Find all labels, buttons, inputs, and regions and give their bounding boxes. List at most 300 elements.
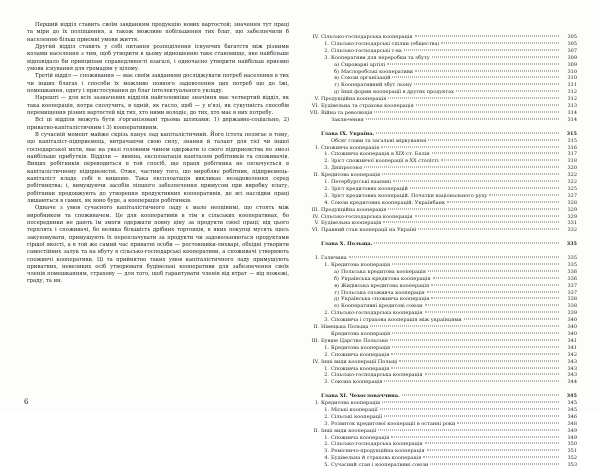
toc-entry-title: Глава XI. Чехословаччина. xyxy=(321,393,400,400)
toc-chapter-heading xyxy=(305,393,577,400)
toc-entry xyxy=(305,138,577,145)
toc-leader-dots xyxy=(384,381,559,382)
toc-entry-number: 4. xyxy=(324,455,329,462)
toc-leader-dots xyxy=(423,457,559,458)
toc-page-number: 322 xyxy=(567,179,577,186)
toc-entry-title: Петербургські взаємні xyxy=(331,179,391,186)
toc-entry xyxy=(305,207,577,214)
toc-page-number: 343 xyxy=(567,365,577,372)
table-of-contents xyxy=(305,34,577,469)
toc-leader-dots xyxy=(404,49,559,50)
toc-entry-number: a) xyxy=(334,268,339,275)
toc-entry-number: 2. xyxy=(324,158,329,165)
toc-entry xyxy=(305,96,577,103)
toc-page-number: 343 xyxy=(567,372,577,379)
toc-entry xyxy=(305,69,577,76)
toc-page-number: 343 xyxy=(567,358,577,365)
toc-entry-title: Дніпросоюз xyxy=(331,165,363,172)
toc-entry-title: Сільсько-господарська кооперація xyxy=(321,34,413,40)
toc-entry-number: I. xyxy=(315,144,319,151)
toc-entry xyxy=(305,283,577,290)
toc-leader-dots xyxy=(456,91,559,92)
toc-entry-number: 2. xyxy=(324,47,329,54)
toc-leader-dots xyxy=(432,56,559,57)
toc-page-number: 313 xyxy=(567,103,577,110)
toc-entry-number: 3. xyxy=(324,420,329,427)
toc-page-number: 310 xyxy=(567,75,577,82)
toc-entry-title: Глава IX. Україна. xyxy=(321,130,375,137)
paragraph: Нарешті — для всіх зазначених відділів найголовніше значіння має четвертий відділ, як така кооперація, котра сполучить, в одній, як гасло, щоб — у в'язі, як сукупність способів перемищення різних вартостей від тих, хто ними володіє, до тих, хто має в них потребу. xyxy=(27,95,289,116)
toc-entry-number: 3. xyxy=(324,448,329,455)
toc-entry xyxy=(305,262,577,269)
toc-entry-number: 2. xyxy=(324,310,329,317)
toc-entry-number: в) xyxy=(334,75,339,82)
toc-entry xyxy=(305,75,577,82)
toc-page-number: 342 xyxy=(567,351,577,358)
toc-entry-title: Заключення xyxy=(331,116,364,123)
toc-entry-title: Інші види кооперації Польщі xyxy=(321,358,398,365)
toc-entry xyxy=(305,441,577,448)
toc-leader-dots xyxy=(364,167,559,168)
toc-entry-title: Польська кредитова кооперація xyxy=(341,268,426,275)
toc-spacer xyxy=(305,234,577,241)
toc-page-number: 329 xyxy=(567,213,577,220)
toc-leader-dots xyxy=(382,402,559,403)
toc-entry-title: Споживча кооперація в XIX ст. Балін xyxy=(331,151,430,158)
toc-leader-dots xyxy=(428,139,559,140)
toc-leader-dots xyxy=(388,98,559,99)
toc-entry-title: Глава X. Польща. xyxy=(321,241,373,248)
toc-entry-title: Інші види кооперації xyxy=(321,427,377,434)
toc-leader-dots xyxy=(427,450,559,451)
toc-leader-dots xyxy=(427,291,559,292)
toc-page-number: 310 xyxy=(567,68,577,75)
toc-entry xyxy=(305,324,577,331)
toc-entry-title: Споживча кооперація xyxy=(331,434,390,441)
toc-entry-number: 5. xyxy=(324,462,329,469)
toc-entry xyxy=(305,428,577,435)
toc-entry-number: 1. xyxy=(324,261,329,268)
toc-entry-title: Сучасний стан і кооперативні союзи xyxy=(331,462,429,469)
toc-leader-dots xyxy=(418,229,559,230)
toc-entry xyxy=(305,62,577,69)
toc-leader-dots xyxy=(489,194,559,195)
toc-entry xyxy=(305,290,577,297)
toc-leader-dots xyxy=(425,374,559,375)
toc-entry xyxy=(305,303,577,310)
toc-page-number: 329 xyxy=(567,206,577,213)
toc-leader-dots xyxy=(392,77,559,78)
toc-leader-dots xyxy=(441,160,559,161)
toc-entry-number: I. xyxy=(315,400,319,407)
toc-leader-dots xyxy=(428,270,559,271)
page-number: 6 xyxy=(24,398,29,406)
toc-entry-number: 1. xyxy=(324,179,329,186)
toc-entry-number: III. xyxy=(311,206,319,213)
toc-page-number: 335 xyxy=(566,241,577,248)
toc-entry-number: 3. xyxy=(324,379,329,386)
toc-leader-dots xyxy=(392,346,559,347)
toc-page-number: 309 xyxy=(567,54,577,61)
toc-page-number: 322 xyxy=(567,172,577,179)
toc-entry xyxy=(305,331,577,338)
toc-entry-title: Обсяг глави та загальні міркування xyxy=(331,137,427,144)
toc-page-number: 314 xyxy=(567,109,577,116)
toc-page-number: 317 xyxy=(567,151,577,158)
toc-spacer xyxy=(305,248,577,255)
toc-page-number: 349 xyxy=(567,434,577,441)
toc-entry-title: Кредитова кооперація xyxy=(331,330,391,337)
toc-entry xyxy=(305,317,577,324)
toc-entry xyxy=(305,227,577,234)
toc-entry-title: Будівельна й страхова кооперація xyxy=(331,455,422,462)
toc-leader-dots xyxy=(384,415,559,416)
toc-leader-dots xyxy=(388,208,559,209)
toc-chapter-heading xyxy=(305,131,577,138)
toc-entry-number: 1. xyxy=(324,365,329,372)
toc-leader-dots xyxy=(370,326,559,327)
toc-entry xyxy=(305,165,577,172)
toc-entry-number: 3. xyxy=(324,317,329,324)
toc-entry-title: Сільсько-господарські т-ва xyxy=(331,47,402,54)
toc-leader-dots xyxy=(392,332,559,333)
toc-entry xyxy=(305,462,577,469)
toc-entry xyxy=(305,172,577,179)
toc-spacer xyxy=(305,124,577,131)
toc-entry-title: Сільсько-господарська кооперація xyxy=(321,213,413,220)
toc-entry xyxy=(305,55,577,62)
toc-entry xyxy=(305,400,577,407)
toc-entry-number: VI. xyxy=(311,103,319,110)
toc-page-number: 353 xyxy=(567,462,577,469)
toc-page-number: 328 xyxy=(567,199,577,206)
toc-entry xyxy=(305,214,577,221)
toc-page-number: 316 xyxy=(567,144,577,151)
toc-entry-number: 4. xyxy=(324,199,329,206)
toc-leader-dots xyxy=(380,408,559,409)
toc-entry xyxy=(305,110,577,117)
body-text-column xyxy=(27,22,289,286)
toc-entry-title: Союзна кооперація xyxy=(331,379,383,386)
toc-leader-dots xyxy=(430,464,559,465)
toc-entry-title: Сільсько-господарська кооперація xyxy=(331,310,423,317)
toc-leader-dots xyxy=(378,429,559,430)
toc-entry-number: 1. xyxy=(324,406,329,413)
toc-entry-number: г) xyxy=(334,289,339,296)
toc-page-number: 327 xyxy=(567,192,577,199)
toc-entry-title: Кредитова кооперація xyxy=(321,172,381,179)
toc-entry xyxy=(305,89,577,96)
toc-entry-number: a) xyxy=(334,61,339,68)
toc-entry xyxy=(305,117,577,124)
toc-entry-number: 1. xyxy=(324,40,329,47)
toc-entry-title: Міські кооперації xyxy=(331,406,378,413)
toc-page-number: 335 xyxy=(567,255,577,261)
toc-entry-number: IV. xyxy=(312,213,319,220)
toc-leader-dots xyxy=(387,63,559,64)
toc-entry-number: г) xyxy=(334,82,339,89)
toc-entry xyxy=(305,352,577,359)
paragraph: Перший відділ ставить своїм завданням продукцію нових вартостей; значення тут праці та міри до їх поліпшення, а також можливе побільшення тих благ, що забезпечили б населенню більш приємні умови життя. xyxy=(27,22,289,43)
toc-page-number: 345 xyxy=(567,406,577,413)
toc-entry-number: 2. xyxy=(324,185,329,192)
toc-entry-number: б) xyxy=(334,68,339,75)
toc-leader-dots xyxy=(425,312,559,313)
toc-leader-dots xyxy=(383,222,559,223)
toc-page-number: 318 xyxy=(567,158,577,165)
toc-entry xyxy=(305,103,577,110)
toc-leader-dots xyxy=(415,36,559,37)
toc-entry-title: Українська споживча кооперація xyxy=(341,296,430,303)
toc-entry-title: Кредитова кооперація xyxy=(321,400,381,407)
toc-entry-title: Кредитова кооперація xyxy=(331,344,391,351)
toc-leader-dots xyxy=(399,360,559,361)
toc-leader-dots xyxy=(392,263,559,264)
toc-entry-number: 1. xyxy=(324,434,329,441)
toc-entry xyxy=(305,310,577,317)
paragraph: Всі ці відділи можуть бути з'організовані трьома шляхами: 1) державно-соціально, 2) приватно-капіталістичним і 3) кооперативним. xyxy=(27,117,289,131)
toc-page-number: 340 xyxy=(567,317,577,324)
toc-entry-number: II. xyxy=(313,172,319,179)
toc-entry xyxy=(305,158,577,165)
toc-leader-dots xyxy=(391,436,559,437)
toc-leader-dots xyxy=(464,319,559,320)
toc-leader-dots xyxy=(391,353,559,354)
toc-page-number: 307 xyxy=(567,47,577,54)
toc-entry-title: Жидівська кредитова кооперація xyxy=(341,282,430,289)
toc-page-number: 345 xyxy=(566,393,577,400)
toc-entry-title: Сільсько-господарська кооперація xyxy=(331,372,423,379)
toc-leader-dots xyxy=(410,187,559,188)
toc-entry-number: 2. xyxy=(324,351,329,358)
toc-leader-dots xyxy=(425,305,560,306)
toc-page-number: 312 xyxy=(567,96,577,103)
toc-entry-title: Німецька Польща xyxy=(321,324,369,331)
toc-page-number: 341 xyxy=(567,337,577,344)
toc-entry xyxy=(305,145,577,152)
toc-leader-dots xyxy=(393,181,559,182)
toc-page-number: 338 xyxy=(567,303,577,310)
toc-entry-number: 2. xyxy=(324,413,329,420)
toc-entry-title: Союзи організацій xyxy=(341,75,391,82)
toc-entry-title: Сільські кооперації xyxy=(331,413,383,420)
paragraph: В сучасній момент майже скрізь панує лад капіталістичний. Його істота полягає в тому, що капіталіст-підприємець, витрачаючи свою силу, знання й талант для тієї чи іншої господарської мети, має на увазі головним чином одержати із свого підприємства по змозі найбільше прибутків. Відділи — виміна, експлоатація капіталом робітників та споживачів. Вищих робітників переводиться в той спосіб, що праця робітника не оплачується в капіталістичному підприємстві. Отже, частину того, що виробляє робітник, підприємець-капіталіст кладе собі в кишеню. Така експлоатація викликає незадоволення серед робітництва; і, вимушуючи засобів ліпшого забезпечення примусом при виробку плату, робітники продовжують до утворення продуктивних кооперативів, де всі наслідки праці лишаються в самих, як воно буде, а кооперація робітників. xyxy=(27,131,289,204)
toc-entry-number: б) xyxy=(334,275,339,282)
toc-leader-dots xyxy=(391,367,559,368)
toc-entry-number: I. xyxy=(315,255,319,261)
toc-page-number: 344 xyxy=(567,379,577,386)
toc-leader-dots xyxy=(390,339,559,340)
toc-leader-dots xyxy=(382,174,559,175)
toc-entry-title: Інші форми кооперації в других продуктах xyxy=(341,89,454,96)
toc-leader-dots xyxy=(432,153,559,154)
toc-entry-title: Зріст кредитових кооперацій xyxy=(331,185,408,192)
toc-page-number: 320 xyxy=(567,165,577,172)
toc-entry xyxy=(305,82,577,89)
toc-entry xyxy=(305,359,577,366)
toc-entry-number: V. xyxy=(314,220,319,227)
toc-leader-dots xyxy=(433,277,559,278)
toc-leader-dots xyxy=(416,105,559,106)
toc-page-number: 314 xyxy=(567,116,577,123)
toc-entry-title: Бувше Царство Польське xyxy=(321,337,389,344)
paragraph: Другий відділ ставить у собі питання розподілення існуючих багатств між різними колами населення з тим, щоб утворити в цьому відношенню таке становище, яке найбільше відповідало би принципам справедливості взагалі, і одночасно утворити найбільш приємні умови існування для громадян у цілому. xyxy=(27,43,289,72)
toc-entry-number: д) xyxy=(333,89,339,96)
toc-page-number: 332 xyxy=(567,227,577,234)
toc-entry-title: Правний стан кооперації на Україні xyxy=(321,227,417,234)
toc-page-number: 305 xyxy=(567,40,577,47)
toc-leader-dots xyxy=(431,284,559,285)
toc-page-number: 309 xyxy=(567,61,577,68)
toc-leader-dots xyxy=(349,257,559,258)
toc-entry-title: Споживча кооперація xyxy=(321,144,380,151)
toc-page-number: 352 xyxy=(567,455,577,462)
toc-page-number: 339 xyxy=(567,310,577,317)
toc-entry-number: е) xyxy=(334,303,339,310)
toc-page-number: 325 xyxy=(567,185,577,192)
toc-entry-number: д) xyxy=(333,296,339,303)
toc-entry xyxy=(305,200,577,207)
toc-page-number: 336 xyxy=(567,268,577,275)
toc-page-number: 345 xyxy=(567,400,577,407)
toc-leader-dots xyxy=(457,422,559,423)
toc-spacer xyxy=(305,386,577,393)
toc-entry-title: Війна та революція xyxy=(321,109,373,116)
toc-entry-title: Продукційна кооперація xyxy=(321,96,387,103)
toc-entry-number: III. xyxy=(311,337,319,344)
toc-leader-dots xyxy=(414,84,559,85)
toc-entry-title: Споживча і страхова кооперація між українцями xyxy=(331,317,462,324)
toc-entry-number: II. xyxy=(313,427,319,434)
toc-entry xyxy=(305,296,577,303)
toc-entry-title: Кооперативи для переробки та збуту xyxy=(331,54,430,61)
toc-entry xyxy=(305,379,577,386)
toc-entry xyxy=(305,186,577,193)
toc-leader-dots xyxy=(415,70,559,71)
paragraph: Одначе з умов сучасного капіталістичного ладу є мало неоцінимі, що стоять між виробником та споживачем. Це для кооперативів в тім в сільських кооперативах, бо посередники не дають їм змоги одержати повну ціну за продукти своєї праці; від цього терплять і споживачі, бо велика більшість дрібних торговців, в яких покупці мусять щось закуповувати, примушують їх переплачувати за продукти чи задовольняються продуктами гіршої якості, а в той же самий час приватні особи — ростовщики-лихварі, обхідні утворити самостійних залук та на вбуту в сільсько-господарські кооперативи, а споживачі утворюють споживчі кооперативи. Ці та прийнятно таких умов капіталістичного ладу примушують приватних, невеликих осіб утворювати будівельні кооперативи для забезпечення своїх членів помешканням, страхову — для того, щоб гарантувати членів від втрат — від пожежі, граду, та ин. xyxy=(27,205,289,285)
toc-page-number: 337 xyxy=(567,289,577,296)
paragraph: Третій відділ — споживання — має своїм завданням досліджувати потреб населення в тих чи інших благах і способи їх можливо повного задоволення цих потреб що до їжі, помешкання, одягу і пристосування до благ інтелектуального укладу. xyxy=(27,73,289,94)
toc-entry xyxy=(305,269,577,276)
toc-entry-number: в) xyxy=(334,282,339,289)
toc-entry-number: IV. xyxy=(312,34,319,40)
toc-entry-title: Сільсько-господарські спілки (общества) xyxy=(331,40,440,47)
toc-entry-title: Сільсько-господарська кооперація xyxy=(331,441,423,448)
toc-chapter-heading xyxy=(305,241,577,248)
toc-entry xyxy=(305,41,577,48)
toc-page-number: 315 xyxy=(567,137,577,144)
toc-page-number: 348 xyxy=(567,420,577,427)
toc-entry-title: Ремісничо-продукційна кооперація xyxy=(331,448,425,455)
toc-page-number: 351 xyxy=(567,448,577,455)
toc-page-number: 341 xyxy=(567,344,577,351)
toc-page-number: 305 xyxy=(567,34,577,40)
toc-page-number: 311 xyxy=(567,82,577,89)
toc-page-number: 331 xyxy=(567,220,577,227)
toc-page-number: 312 xyxy=(567,89,577,96)
toc-page-number: 350 xyxy=(567,441,577,448)
toc-entry-number: VII. xyxy=(309,109,319,116)
toc-entry-number: V. xyxy=(314,96,319,103)
toc-entry xyxy=(305,455,577,462)
toc-entry-title: Зріст кредитових кооперацій. Початки національного руху xyxy=(331,192,488,199)
toc-entry xyxy=(305,255,577,262)
toc-page-number: 335 xyxy=(567,261,577,268)
toc-entry-title: Польська споживча кооперація xyxy=(341,289,425,296)
toc-leader-dots xyxy=(381,146,559,147)
toc-leader-dots xyxy=(447,201,559,202)
toc-entry-title: Будівельна та страхова кооперація xyxy=(321,103,414,110)
toc-entry-title: Українська кредитова кооперація xyxy=(341,275,431,282)
toc-leader-dots xyxy=(402,395,559,396)
toc-leader-dots xyxy=(441,42,559,43)
toc-entry xyxy=(305,179,577,186)
toc-entry-number: 2. xyxy=(324,372,329,379)
toc-entry xyxy=(305,366,577,373)
toc-entry-title: Споживча кооперація xyxy=(331,365,390,372)
toc-entry-number: VI. xyxy=(311,227,319,234)
toc-page-number: 340 xyxy=(567,324,577,331)
toc-entry-title: Розвиток кредитової кооперації в останні роки xyxy=(331,420,456,427)
toc-entry-number: 1. xyxy=(324,344,329,351)
toc-leader-dots xyxy=(376,132,559,133)
toc-entry-number: 2. xyxy=(324,441,329,448)
toc-entry xyxy=(305,48,577,55)
toc-leader-dots xyxy=(374,111,559,112)
toc-entry xyxy=(305,448,577,455)
toc-entry xyxy=(305,421,577,428)
toc-entry xyxy=(305,345,577,352)
toc-leader-dots xyxy=(366,118,559,119)
toc-entry xyxy=(305,372,577,379)
toc-entry-number: 1. xyxy=(324,151,329,158)
toc-page-number: 336 xyxy=(567,275,577,282)
toc-entry-title: Споживча кооперація xyxy=(331,351,390,358)
toc-page-number: 315 xyxy=(566,130,577,137)
toc-entry xyxy=(305,435,577,442)
toc-leader-dots xyxy=(374,243,559,244)
toc-entry-title: Кредитова кооперація xyxy=(331,261,391,268)
toc-leader-dots xyxy=(415,215,559,216)
toc-entry-number: 3. xyxy=(324,165,329,172)
toc-entry xyxy=(305,34,577,41)
toc-leader-dots xyxy=(425,443,559,444)
toc-entry-number: 3. xyxy=(324,54,329,61)
toc-page-number: 349 xyxy=(567,427,577,434)
toc-entry-number: 3. xyxy=(324,192,329,199)
toc-page-number: 346 xyxy=(567,413,577,420)
toc-entry-title: Маслоробські кооперативи xyxy=(341,68,414,75)
toc-entry-title: Союзи кредитових кооперацій. Українбанк xyxy=(331,199,446,206)
toc-entry-title: Будівельна кооперація xyxy=(321,220,382,227)
toc-leader-dots xyxy=(431,298,559,299)
toc-entry xyxy=(305,414,577,421)
toc-entry-title: Кооперативний збут льону xyxy=(341,82,413,89)
toc-entry xyxy=(305,276,577,283)
toc-entry-title: Кооперативні кредитові союзи xyxy=(341,303,423,310)
toc-entry xyxy=(305,151,577,158)
toc-entry xyxy=(305,193,577,200)
toc-entry xyxy=(305,220,577,227)
toc-page-number: 340 xyxy=(567,330,577,337)
toc-entry-title: Галичина xyxy=(321,255,347,261)
toc-entry-title: Продукційна кооперація xyxy=(321,206,387,213)
toc-page-number: 337 xyxy=(567,282,577,289)
toc-entry-number: II. xyxy=(313,324,319,331)
toc-page-number: 338 xyxy=(567,296,577,303)
toc-entry xyxy=(305,338,577,345)
toc-entry-title: Зріст споживчої кооперації в XX столітті xyxy=(331,158,439,165)
